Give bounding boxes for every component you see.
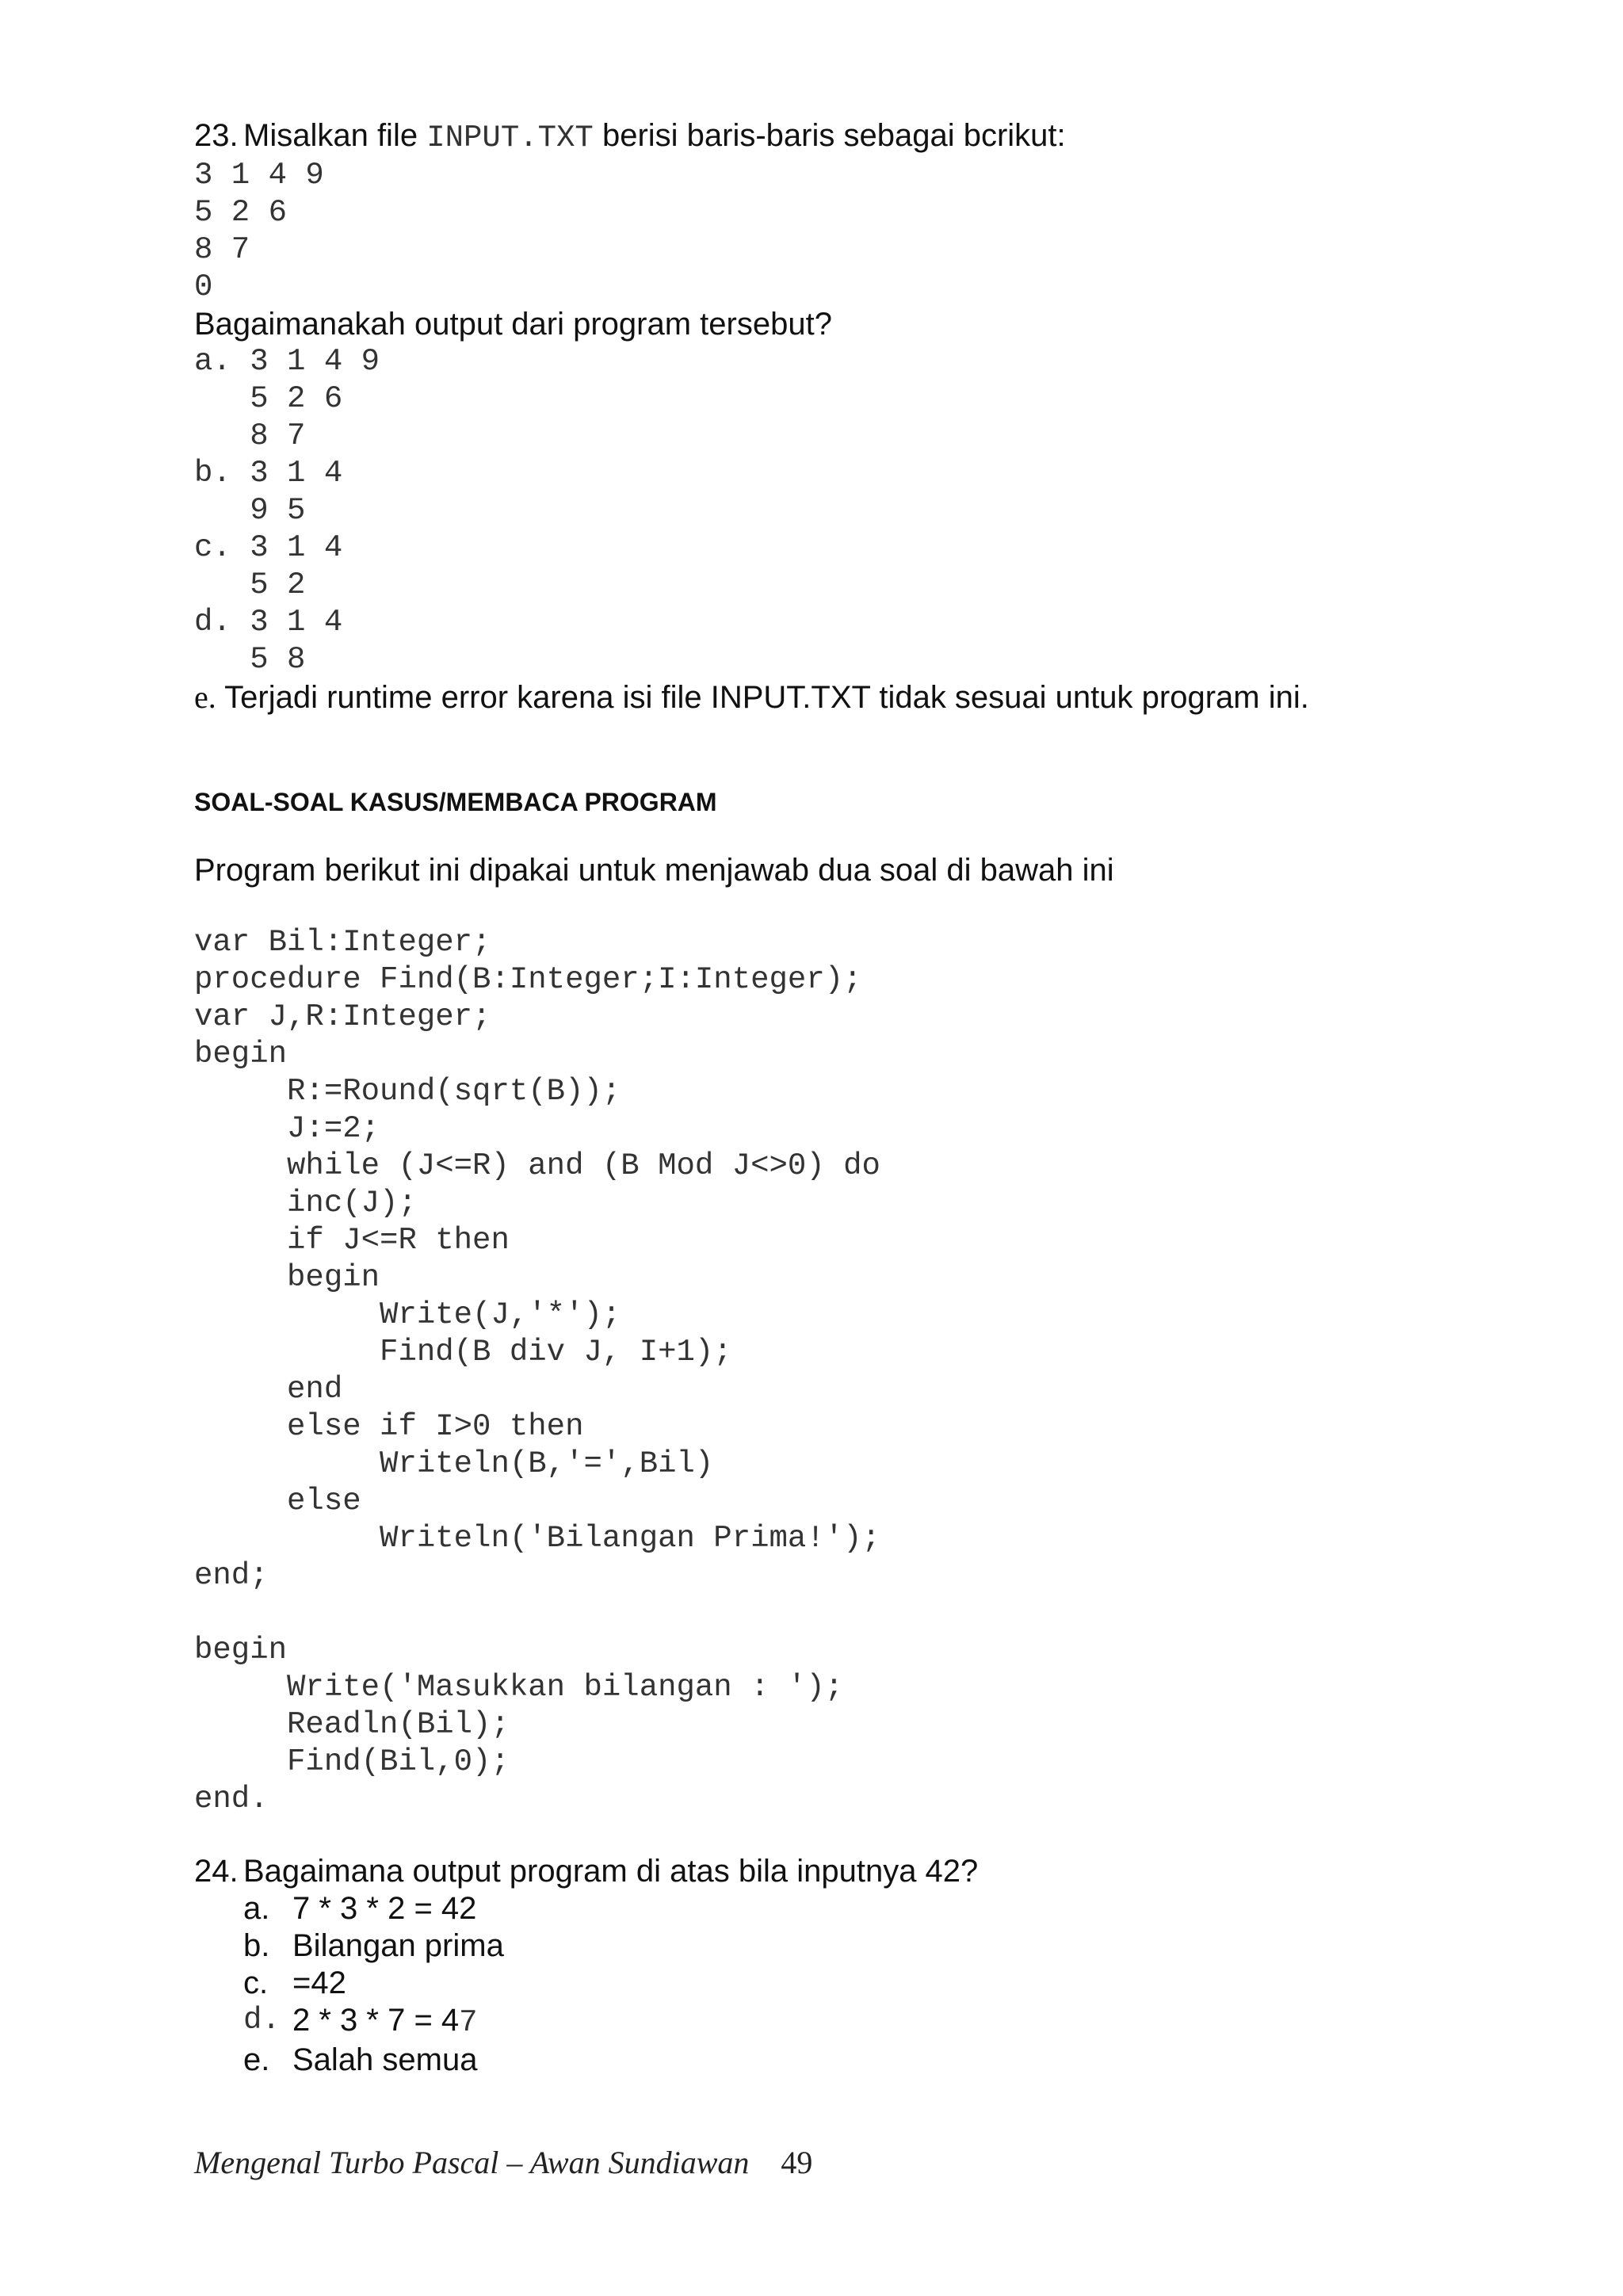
question-text — [243, 117, 1066, 157]
page-number: 49 — [781, 2145, 813, 2180]
option-text — [292, 2002, 478, 2042]
option-label: b. — [243, 1928, 270, 1963]
question-number: 24. — [194, 1854, 239, 1889]
option-label: e. — [194, 679, 216, 715]
footer-title: Mengenal Turbo Pascal – Awan Sundiawan — [194, 2145, 750, 2180]
question-23-option-e — [194, 678, 1462, 716]
question-23-prompt: Bagaimanakah output dari program tersebut? — [194, 307, 832, 342]
option-text-main: 2 * 3 * 7 = 4 — [292, 2003, 460, 2038]
option-text: Bilangan prima — [292, 1928, 504, 1963]
question-number: 23. — [194, 118, 239, 153]
question-text-before: Misalkan file — [243, 118, 427, 153]
question-23-options: a. 3 1 4 9 5 2 6 8 7 b. 3 1 4 9 5 c. 3 1 4 5 2 d. 3 1 4 5 8 — [194, 344, 380, 677]
option-c — [243, 1965, 1462, 2002]
option-text: 7 * 3 * 2 = 42 — [292, 1891, 477, 1926]
file-contents: 3 1 4 9 5 2 6 8 7 0 — [194, 158, 324, 304]
question-24-options — [194, 1890, 1462, 2079]
option-a — [243, 1890, 1462, 1927]
option-text: =42 — [292, 1966, 346, 2000]
option-d — [243, 2002, 1462, 2042]
option-label: e. — [243, 2042, 270, 2077]
question-23 — [194, 117, 1462, 157]
document-page — [194, 117, 1462, 2079]
option-label: a. — [243, 1891, 270, 1926]
option-e — [243, 2042, 1462, 2079]
page-footer — [194, 2144, 812, 2181]
filename: INPUT.TXT — [426, 120, 594, 155]
option-text: Terjadi runtime error karena isi file INPUT.TXT tidak sesuai untuk program ini. — [216, 680, 1309, 715]
question-text: Bagaimana output program di atas bila inputnya 42? — [243, 1854, 979, 1889]
option-text-tail: 7 — [459, 2005, 478, 2040]
section-intro: Program berikut ini dipakai untuk menjawab dua soal di bawah ini — [194, 853, 1114, 888]
question-text-after: berisi baris-baris sebagai bcrikut: — [593, 118, 1066, 153]
program-code: var Bil:Integer; procedure Find(B:Integer;I:Integer); var J,R:Integer; begin R:=Round(sqrt(B)); J:=2; while (J<=R) and (B Mod J<>0) do inc(J); if J<=R then begin Write(J,'*'); Find(B div J, I+1); end else if I>0 then Writeln(B,'=',Bil) else Writeln('Bilangan Prima!'); end; begin Write('Masukkan bilangan : '); Readln(Bil); Find(Bil,0); end. — [194, 925, 880, 1817]
option-b — [243, 1927, 1462, 1965]
option-text: Salah semua — [292, 2042, 478, 2077]
question-24 — [194, 1853, 1462, 1890]
section-heading: SOAL-SOAL KASUS/MEMBACA PROGRAM — [194, 788, 717, 816]
option-label: c. — [243, 1966, 269, 2000]
option-label: d. — [243, 2003, 281, 2038]
